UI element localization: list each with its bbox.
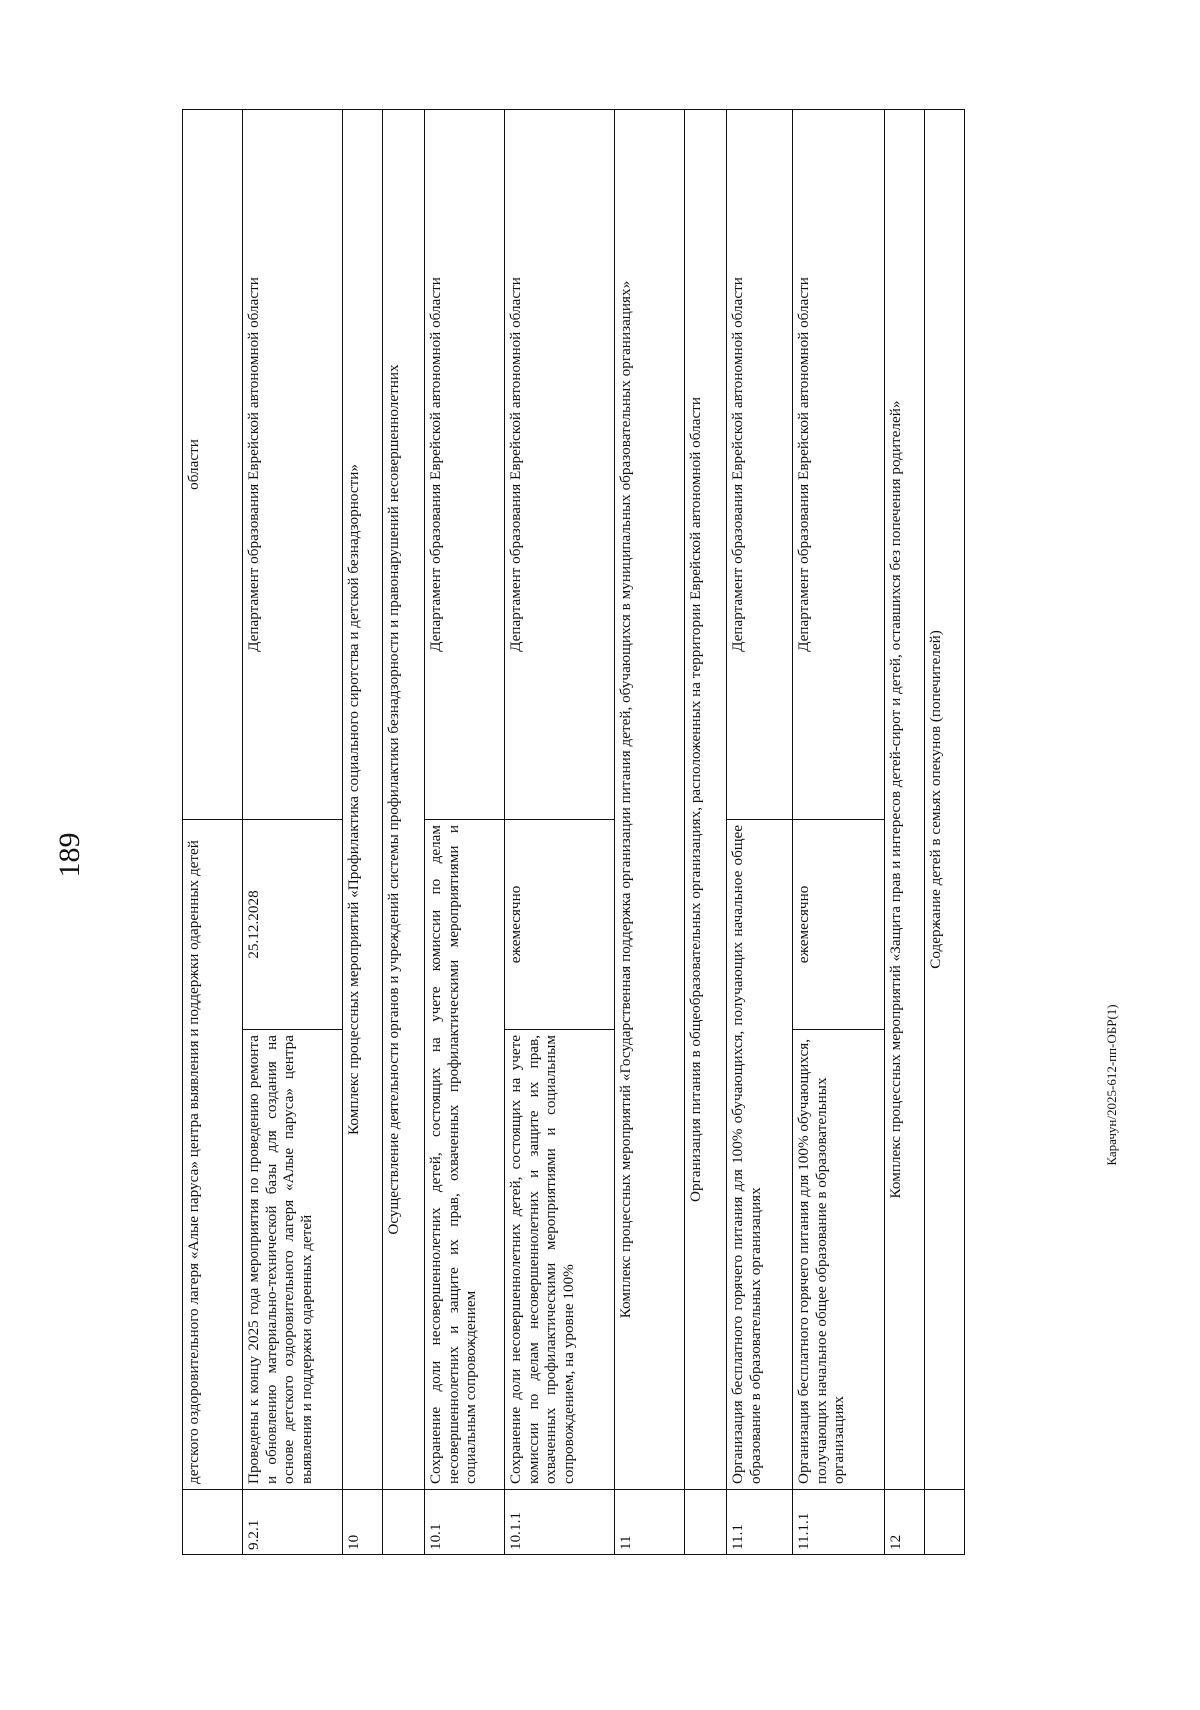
- row-number: 10: [343, 1490, 383, 1555]
- measure-text: Организация бесплатного горячего питания для 100% обучающихся, получающих начальное общее образование в образовательных организациях: [793, 1030, 885, 1490]
- measure-text: Проведены к концу 2025 года мероприятия по проведению ремонта и обновлению материально-технической базы для создания на основе детского оздоровительного лагеря «Алые паруса» центра выявления и поддержки одаренных детей: [243, 1030, 343, 1490]
- row-number: 10.1: [425, 1490, 505, 1555]
- table-row: [685, 110, 727, 1555]
- row-number: 10.1.1: [505, 1490, 615, 1555]
- measure-text: детского оздоровительного лагеря «Алые паруса» центра выявления и поддержки одаренных детей: [183, 820, 243, 1490]
- row-number: [183, 1490, 243, 1555]
- section-heading: Комплекс процессных мероприятий «Профилактика социального сиротства и детской безнадзорности»: [343, 110, 383, 1490]
- subsection-heading: Организация питания в общеобразовательных организациях, расположенных на территории Еврейской автономной области: [685, 110, 727, 1490]
- responsible-text: Департамент образования Еврейской автономной области: [793, 110, 885, 820]
- table-row: [425, 110, 505, 1555]
- subsection-heading: Содержание детей в семьях опекунов (попечителей): [925, 110, 965, 1490]
- row-number: 11.1: [727, 1490, 793, 1555]
- table-row: [925, 110, 965, 1555]
- table-row: [793, 110, 885, 1555]
- responsible-text: области: [183, 110, 243, 820]
- row-number: [925, 1490, 965, 1555]
- row-number: 11.1.1: [793, 1490, 885, 1555]
- measure-text: Сохранение доли несовершеннолетних детей, состоящих на учете комиссии по делам несовершеннолетних и защите их прав, охваченных профилактическими мероприятиями и социальным сопровождением: [425, 820, 505, 1490]
- rotated-table-container: [182, 110, 1087, 1555]
- deadline-text: ежемесячно: [505, 820, 615, 1030]
- measure-text: Организация бесплатного горячего питания для 100% обучающихся, получающих начальное общее образование в образовательных организациях: [727, 820, 793, 1490]
- measures-table: [182, 109, 965, 1555]
- subsection-heading: Осуществление деятельности органов и учреждений системы профилактики безнадзорности и правонарушений несовершеннолетних: [383, 110, 425, 1490]
- row-number: 9.2.1: [243, 1490, 343, 1555]
- row-number: [383, 1490, 425, 1555]
- deadline-text: ежемесячно: [793, 820, 885, 1030]
- table-row: [615, 110, 685, 1555]
- table-row: [343, 110, 383, 1555]
- table-row: [383, 110, 425, 1555]
- deadline-text: 25.12.2028: [243, 820, 343, 1030]
- table-row: [505, 110, 615, 1555]
- table-row: [243, 110, 343, 1555]
- footer-document-code: Карачун/2025-612-пп-ОБР(1): [1104, 1004, 1119, 1166]
- responsible-text: Департамент образования Еврейской автономной области: [505, 110, 615, 820]
- row-number: 11: [615, 1490, 685, 1555]
- measure-text: Сохранение доли несовершеннолетних детей, состоящих на учете комиссии по делам несовершеннолетних и защите их прав, охваченных профилактическими мероприятиями и социальным сопровождением, на уровне 100%: [505, 1030, 615, 1490]
- section-heading: Комплекс процессных мероприятий «Защита прав и интересов детей-сирот и детей, оставшихся без попечения родителей»: [885, 110, 925, 1490]
- responsible-text: Департамент образования Еврейской автономной области: [727, 110, 793, 820]
- table-row: [183, 110, 243, 1555]
- page-number: 189: [53, 832, 86, 878]
- responsible-text: Департамент образования Еврейской автономной области: [425, 110, 505, 820]
- section-heading: Комплекс процессных мероприятий «Государственная поддержка организации питания детей, обучающихся в муниципальных образовательных организациях»: [615, 110, 685, 1490]
- responsible-text: Департамент образования Еврейской автономной области: [243, 110, 343, 820]
- table-row: [727, 110, 793, 1555]
- table-row: [885, 110, 925, 1555]
- row-number: [685, 1490, 727, 1555]
- row-number: 12: [885, 1490, 925, 1555]
